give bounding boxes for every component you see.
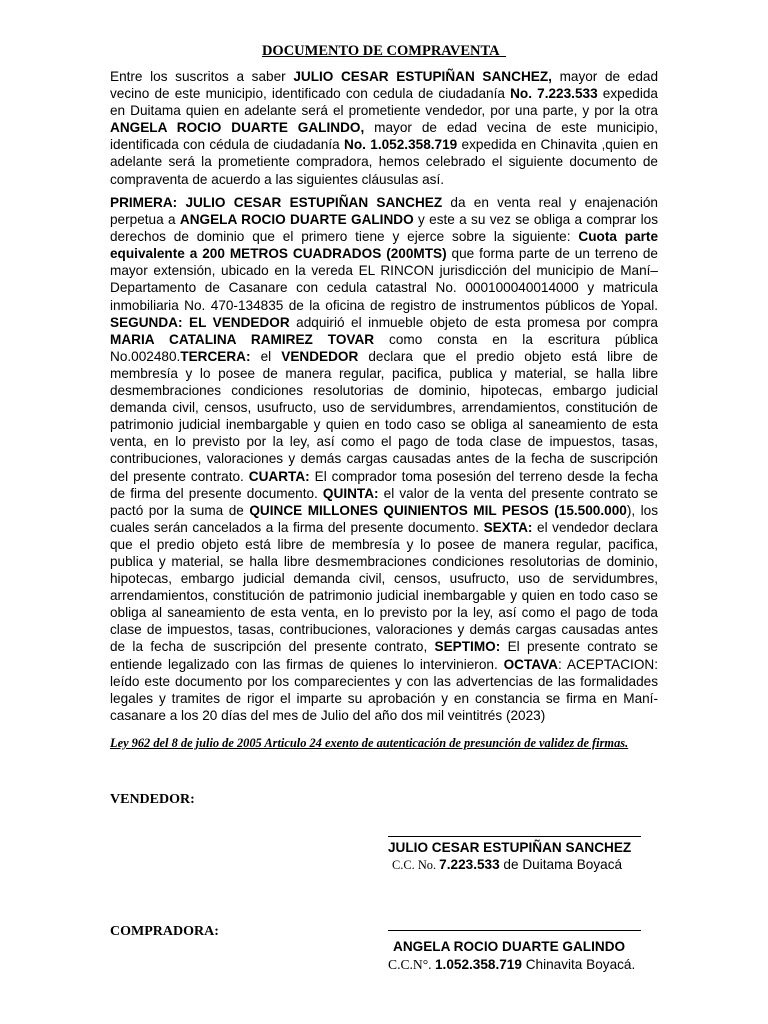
seller-id-number: 7.223.533 [439, 857, 500, 872]
intro-text-run: No. 1.052.358.719 [344, 137, 458, 153]
clauses-text-run: el [250, 348, 282, 364]
seller-name: JULIO CESAR ESTUPIÑAN SANCHEZ [388, 840, 632, 855]
clauses-text-run: ), los cuales serán cancelados a la firma del presente documento. [110, 502, 658, 535]
clauses-text-run: QUINCE MILLONES QUINIENTOS MIL PESOS (15.500.000 [249, 502, 627, 518]
clauses-text-run: TERCERA: [180, 348, 251, 364]
clauses-text-run: : ACEPTACION: leído este documento por los comparecientes y con las advertencias de las formalidades legales y tramites de rigor el imparte su aprobación y en constancia se firma en Maní-casanare a los 20 días del mes de Julio del año dos mil veintitrés (2023) [110, 656, 658, 723]
clauses-text-run: como consta en la escritura pública No.002480. [110, 331, 658, 364]
buyer-id-prefix: C.C.N°. [388, 957, 435, 972]
intro-text-run: ANGELA ROCIO DUARTE GALINDO, [110, 120, 365, 136]
clauses-text-run: El comprador toma posesión del terreno desde la fecha de firma del presente documento. [110, 468, 658, 501]
seller-id [392, 857, 622, 873]
intro-text-run: JULIO CESAR ESTUPIÑAN SANCHEZ, [293, 69, 552, 84]
buyer-id-number: 1.052.358.719 [434, 957, 522, 972]
clauses-text-run: adquirió el inmueble objeto de esta promesa por compra [289, 314, 658, 330]
clauses-text-run: da en venta real y enajenación perpetua a [110, 195, 658, 228]
intro-text-run: expedida en Duitama quien en adelante será el prometiente vendedor, por una parte, y por la otra [110, 86, 658, 119]
intro-text-run: mayor de edad vecina de este municipio, identificada con cédula de ciudadanía [110, 120, 658, 153]
clauses-text-run: PRIMERA: JULIO CESAR ESTUPIÑAN SANCHEZ [110, 195, 443, 210]
buyer-name: ANGELA ROCIO DUARTE GALINDO [393, 939, 626, 954]
intro-paragraph [110, 68, 658, 188]
clauses-text-run: SEPTIMO: [434, 639, 501, 655]
buyer-role-label: COMPRADORA: [110, 924, 219, 939]
seller-role-label: VENDEDOR: [110, 792, 195, 807]
clauses-text-run: VENDEDOR [281, 348, 359, 364]
legal-note: Ley 962 del 8 de julio de 2005 Articulo 24 exento de autenticación de presunción de validez de firmas. [110, 736, 629, 750]
buyer-signature-line [388, 930, 641, 931]
clauses-text-run: QUINTA: [322, 485, 379, 501]
document-title: DOCUMENTO DE COMPRAVENTA [261, 43, 507, 59]
intro-text-run: mayor de edad vecino de este municipio, identificado con cedula de ciudadanía [110, 69, 658, 102]
seller-id-place: de Duitama Boyacá [499, 857, 623, 872]
clauses-text-run: Cuota parte equivalente a 200 METROS CUADRADOS (200MTS) [110, 229, 659, 262]
intro-text-run: expedida en Chinavita ,quien en adelante será la prometiente compradora, hemos celebrado el siguiente documento de compraventa de acuerdo a las siguientes cláusulas así. [110, 137, 659, 187]
clauses-text-run: ANGELA ROCIO DUARTE GALINDO [179, 212, 414, 228]
clauses-text-run: SEGUNDA: EL VENDEDOR [110, 314, 290, 330]
clauses-paragraph [110, 194, 658, 724]
clauses-text-run: OCTAVA [503, 656, 558, 672]
clauses-text-run: el vendedor declara que el predio objeto está libre de membresía y lo posee de manera regular, pacifica, publica y material, se halla libre desmembraciones condiciones resolutorias de dominio, hipotecas, embargo judicial demanda civil, censos, usufructo, uso de servidumbres, arrendamientos, constitución de patrimonio judicial inembargable y quien en todo caso se obliga al saneamiento de esta venta, en lo previsto por la ley, así como el pago de toda clase de impuestos, tasas, contribuciones, valoraciones y demás cargas causadas antes de la fecha de suscripción del presente contrato, [110, 519, 658, 655]
intro-text-run: No. 7.223.533 [510, 86, 598, 102]
clauses-text-run: MARIA CATALINA RAMIREZ TOVAR [110, 331, 375, 347]
intro-text-run: Entre los suscritos a saber [110, 69, 294, 84]
clauses-text-run: el valor de la venta del presente contrato se pactó por la suma de [110, 485, 658, 518]
clauses-text-run: SEXTA: [483, 519, 533, 535]
clauses-text-run: que forma parte de un terreno de mayor extensión, ubicado en la vereda EL RINCON jurisdicción del municipio de Maní–Departamento de Casanare con cedula catastral No. 000100040014000 y matricula inmobiliaria No. 470-134835 de la oficina de registro de instrumentos públicos de Yopal. [110, 246, 658, 313]
clauses-text-run: declara que el predio objeto está libre de membresía y lo posee de manera regular, pacifica, publica y material, se halla libre desmembraciones condiciones resolutorias de dominio, hipotecas, embargo judicial demanda civil, censos, usufructo, uso de servidumbres, arrendamientos, constitución de patrimonio judicial inembargable y quien en todo caso se obliga al saneamiento de esta venta, en lo previsto por la ley, así como el pago de toda clase de impuestos, tasas, contribuciones, valoraciones y demás cargas causadas antes de la fecha de suscripción del presente contrato. [110, 348, 658, 484]
buyer-id-place: Chinavita Boyacá. [521, 957, 636, 972]
seller-id-prefix: C.C. No. [392, 858, 440, 872]
seller-signature-line [388, 836, 641, 837]
clauses-text-run: El presente contrato se entiende legalizado con las firmas de quienes lo intervinieron. [110, 639, 658, 672]
clauses-text-run: CUARTA: [248, 468, 310, 484]
clauses-text-run: y este a su vez se obliga a comprar los derechos de dominio que el primero tiene y ejerce sobre la siguiente: [110, 212, 658, 245]
buyer-id [388, 957, 635, 973]
